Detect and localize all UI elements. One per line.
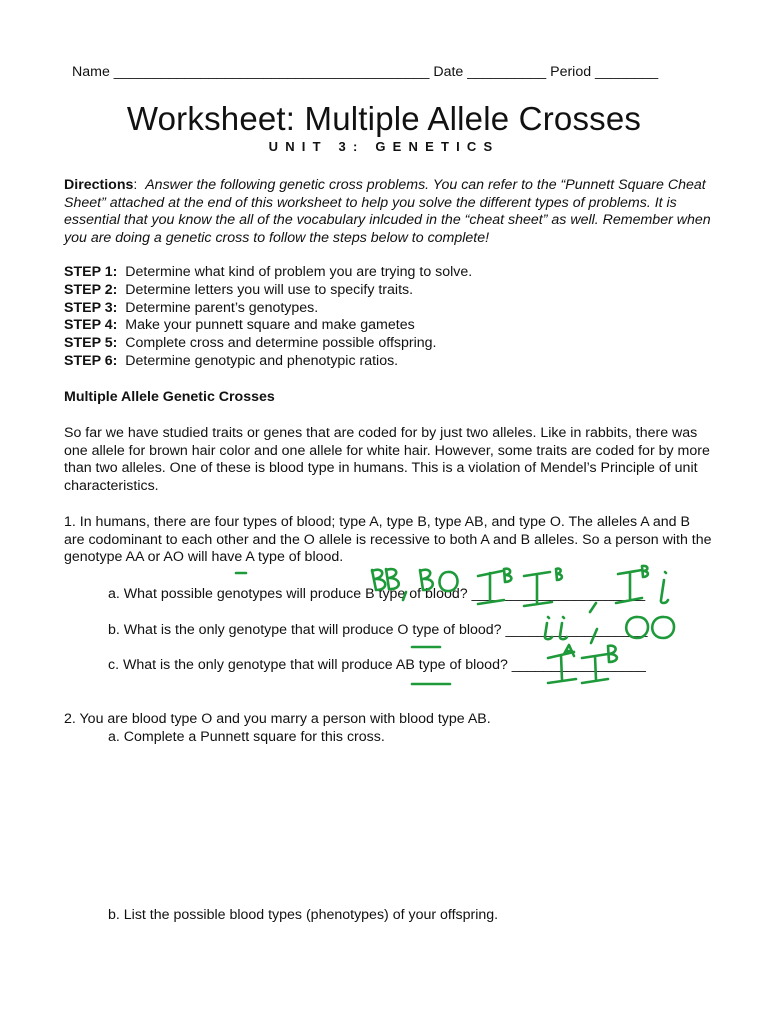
step-label: STEP 4:	[64, 317, 118, 334]
question-2b: b. List the possible blood types (phenotypes) of your offspring.	[108, 907, 499, 923]
question-1a: a. What possible genotypes will produce B type of blood? ______________________	[108, 586, 646, 602]
step-text: Determine genotypic and phenotypic ratios.	[125, 352, 399, 369]
name-date-period-line: Name ________________________________________ Date __________ Period ________	[72, 64, 659, 80]
step-1	[64, 264, 472, 282]
worksheet-title: Worksheet: Multiple Allele Crosses	[126, 100, 642, 137]
unit-subtitle: UNIT 3: GENETICS	[268, 139, 500, 154]
question-1b: b. What is the only genotype that will produce O type of blood? __________________	[108, 622, 648, 638]
directions-text: Answer the following genetic cross problems. You can refer to the “Punnett Square Cheat Sheet” attached at the end of this worksheet to help you solve the different types of problems. It is essential that you know the all of the vocabulary inlcuded in the “cheat sheet” as well. Remember when you are doing a genetic cross to follow the steps below to complete!	[64, 177, 711, 246]
intro-paragraph: So far we have studied traits or genes that are coded for by just two alleles. Like in rabbits, there was one allele for brown hair color and one allele for white hair. However, some traits are coded for by more than two alleles. One of these is blood type in humans. This is a violation of Mendel’s Principle of unit characteristics.	[64, 425, 710, 494]
step-text: Make your punnett square and make gametes	[125, 317, 415, 334]
directions-label: Directions	[64, 177, 134, 193]
step-label: STEP 5:	[64, 335, 118, 352]
step-text: Complete cross and determine possible offspring.	[125, 335, 437, 352]
section-title: Multiple Allele Genetic Crosses	[64, 389, 275, 405]
step-text: Determine parent’s genotypes.	[125, 299, 319, 316]
step-6	[64, 353, 472, 371]
step-text: Determine what kind of problem you are trying to solve.	[125, 264, 473, 280]
step-label: STEP 1:	[64, 264, 118, 280]
question-1c: c. What is the only genotype that will produce AB type of blood? _________________	[108, 657, 646, 673]
step-3	[64, 300, 472, 318]
directions-paragraph: Directions: Answer the following genetic cross problems. You can refer to the “Punnett Square Cheat Sheet” attached at the end of this worksheet to help you solve the different types of problems. It is essential that you know the all of the vocabulary inlcuded in the “cheat sheet” as well. Remember when you are doing a genetic cross to follow the steps below to complete!	[64, 177, 711, 246]
step-label: STEP 3:	[64, 299, 118, 316]
steps-list	[64, 264, 472, 371]
question-2a: a. Complete a Punnett square for this cross.	[108, 729, 385, 745]
step-2	[64, 282, 472, 300]
step-label: STEP 6:	[64, 352, 118, 369]
question-2-text: 2. You are blood type O and you marry a person with blood type AB.	[64, 711, 491, 727]
step-5	[64, 335, 472, 353]
step-text: Determine letters you will use to specify traits.	[125, 281, 414, 298]
step-4	[64, 317, 472, 335]
question-1-text: 1. In humans, there are four types of blood; type A, type B, type AB, and type O. The alleles A and B are codominant to each other and the O allele is recessive to both A and B alleles. So a person with the genotype AA or AO will have A type of blood.	[64, 514, 712, 566]
step-label: STEP 2:	[64, 281, 118, 298]
